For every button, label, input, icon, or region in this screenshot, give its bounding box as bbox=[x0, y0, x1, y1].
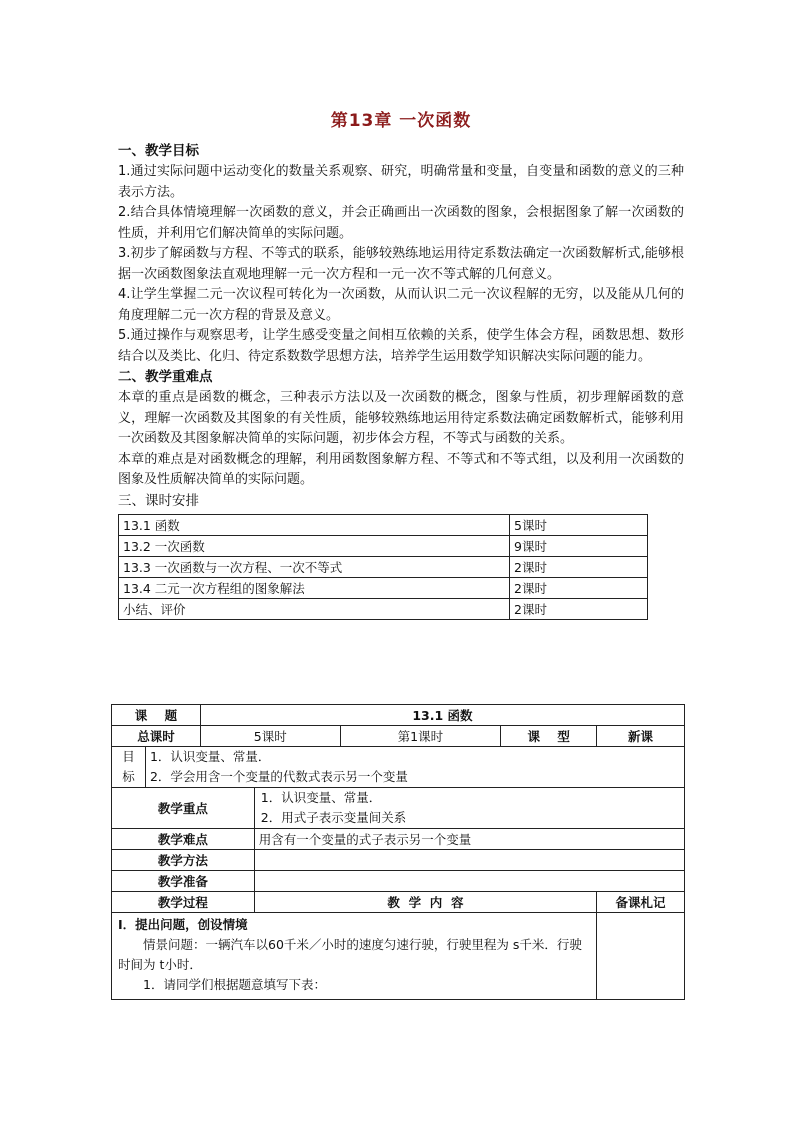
content-cell bbox=[112, 913, 597, 1000]
key-points-cell bbox=[254, 788, 684, 829]
topic-label: 课 题 bbox=[112, 705, 201, 726]
goal-item: 1.通过实际问题中运动变化的数量关系观察、研究，明确常量和变量，自变量和函数的意义的三种表示方法。 bbox=[118, 164, 684, 200]
table-row bbox=[112, 747, 685, 788]
schedule-hours: 2课时 bbox=[510, 598, 648, 619]
section-heading-goals: 一、教学目标 bbox=[118, 143, 199, 159]
section-heading-key-points: 二、教学重难点 bbox=[118, 369, 213, 385]
lesson-type-label: 课 型 bbox=[501, 726, 597, 747]
section-heading-schedule: 三、课时安排 bbox=[118, 492, 199, 509]
schedule-topic: 13.4 二元一次方程组的图象解法 bbox=[119, 577, 510, 598]
table-row bbox=[112, 788, 685, 829]
table-row bbox=[119, 535, 648, 556]
key-points-paragraph: 本章的重点是函数的概念，三种表示方法以及一次函数的概念，图象与性质，初步理解函数的意义，理解一次函数及其图象的有关性质，能够较熟练地运用待定系数法确定函数解析式，能够利用一次函数及其图象解决简单的实际问题，初步体会方程，不等式与函数的关系。 bbox=[118, 390, 684, 446]
table-row bbox=[119, 598, 648, 619]
schedule-topic: 小结、评价 bbox=[119, 598, 510, 619]
goals-label-cell bbox=[112, 747, 146, 788]
method-label: 教学方法 bbox=[112, 850, 255, 871]
schedule-hours: 9课时 bbox=[510, 535, 648, 556]
goals-label-2: 标 bbox=[122, 769, 135, 784]
content-label: 教 学 内 容 bbox=[254, 892, 596, 913]
key-point-line: 1．认识变量、常量． bbox=[260, 790, 382, 805]
table-row bbox=[112, 871, 685, 892]
content-heading: Ⅰ．提出问题，创设情境 bbox=[118, 917, 248, 932]
table-row bbox=[112, 892, 685, 913]
schedule-topic: 13.3 一次函数与一次方程、一次不等式 bbox=[119, 556, 510, 577]
lesson-type-value: 新课 bbox=[597, 726, 685, 747]
content-paragraph: 1．请同学们根据题意填写下表： bbox=[143, 977, 326, 992]
table-row bbox=[112, 829, 685, 850]
schedule-hours: 2课时 bbox=[510, 556, 648, 577]
goal-item: 4.让学生掌握二元一次议程可转化为一次函数，从而认识二元一次议程解的无穷，以及能从几何的角度理解二元一次方程的背景及意义。 bbox=[118, 287, 684, 323]
schedule-table bbox=[118, 514, 648, 620]
table-row bbox=[119, 514, 648, 535]
key-points-label: 教学重点 bbox=[112, 788, 255, 829]
table-row bbox=[112, 705, 685, 726]
table-row bbox=[112, 913, 685, 1000]
difficulty-label: 教学难点 bbox=[112, 829, 255, 850]
table-row bbox=[119, 556, 648, 577]
notes-label: 备课札记 bbox=[597, 892, 685, 913]
schedule-hours: 2课时 bbox=[510, 577, 648, 598]
document-page bbox=[118, 100, 684, 620]
prep-label: 教学准备 bbox=[112, 871, 255, 892]
schedule-hours: 5课时 bbox=[510, 514, 648, 535]
schedule-topic: 13.1 函数 bbox=[119, 514, 510, 535]
schedule-topic: 13.2 一次函数 bbox=[119, 535, 510, 556]
goal-item: 3.初步了解函数与方程、不等式的联系，能够较熟练地运用待定系数法确定一次函数解析式,能够根据一次函数图象法直观地理解一元一次方程和一元一次不等式解的几何意义。 bbox=[118, 246, 684, 282]
difficulty-paragraph: 本章的难点是对函数概念的理解，利用函数图象解方程、不等式和不等式组，以及利用一次函数的图象及性质解决简单的实际问题。 bbox=[118, 451, 684, 487]
current-hour-value: 第1课时 bbox=[340, 726, 501, 747]
total-hours-value: 5课时 bbox=[200, 726, 340, 747]
content-paragraph: 情景问题：一辆汽车以60千米／小时的速度匀速行驶，行驶里程为 s千米．行驶时间为 t小时． bbox=[118, 937, 582, 972]
goal-item: 5.通过操作与观察思考，让学生感受变量之间相互依赖的关系，使学生体会方程，函数思想、数形结合以及类比、化归、待定系数数学思想方法，培养学生运用数学知识解决实际问题的能力。 bbox=[118, 328, 684, 364]
prep-value bbox=[254, 871, 684, 892]
goal-line: 2．学会用含一个变量的代数式表示另一个变量 bbox=[149, 769, 408, 784]
table-row bbox=[112, 850, 685, 871]
difficulty-value: 用含有一个变量的式子表示另一个变量 bbox=[254, 829, 684, 850]
table-row bbox=[119, 577, 648, 598]
goals-label-1: 目 bbox=[122, 749, 135, 764]
lesson-plan-table bbox=[111, 704, 685, 1000]
goal-item: 2.结合具体情境理解一次函数的意义，并会正确画出一次函数的图象，会根据图象了解一次函数的性质，并利用它们解决简单的实际问题。 bbox=[118, 205, 684, 241]
goal-line: 1．认识变量、常量． bbox=[149, 749, 271, 764]
process-label: 教学过程 bbox=[112, 892, 255, 913]
key-point-line: 2．用式子表示变量间关系 bbox=[260, 810, 407, 825]
topic-value: 13.1 函数 bbox=[200, 705, 684, 726]
total-hours-label: 总课时 bbox=[112, 726, 201, 747]
table-row bbox=[112, 726, 685, 747]
chapter-title: 第13章 一次函数 bbox=[330, 111, 472, 131]
method-value bbox=[254, 850, 684, 871]
goals-cell bbox=[145, 747, 684, 788]
notes-cell bbox=[597, 913, 685, 1000]
